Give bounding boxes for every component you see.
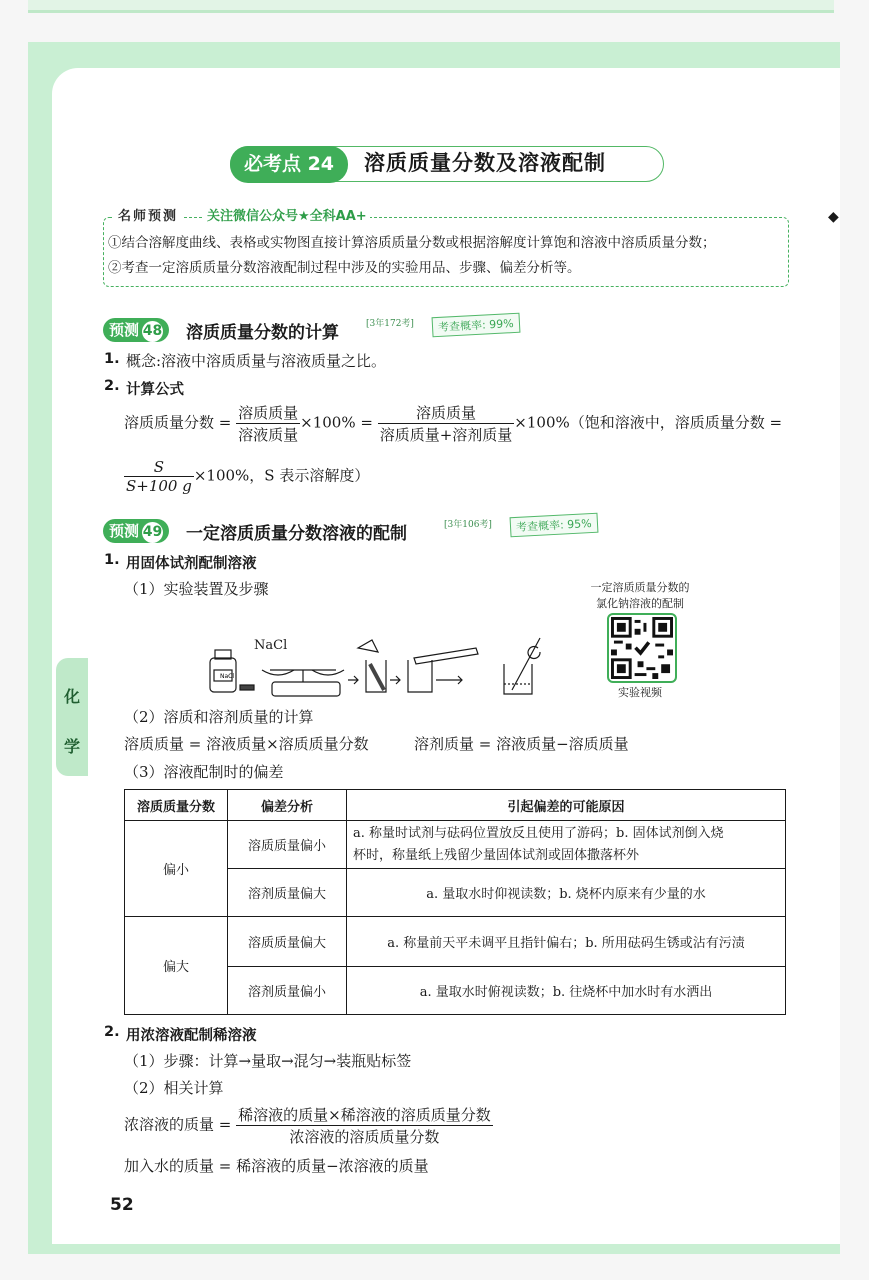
prediction-tag: 名师预测	[112, 205, 184, 224]
prediction-line-2: ②考查一定溶质质量分数溶液配制过程中涉及的实验用品、步骤、偏差分析等。	[108, 260, 581, 276]
margin-mark: ◆	[828, 209, 839, 225]
page-number: 52	[110, 1195, 134, 1215]
sub-2: （2）溶质和溶剂质量的计算	[124, 708, 314, 726]
section-49-note: [3年106考]	[444, 520, 492, 530]
sub-3: （3）溶液配制时的偏差	[124, 763, 284, 781]
item-49-1-label: 1.	[104, 552, 120, 568]
qr-caption-1: 一定溶质质量分数的	[590, 581, 690, 594]
fraction-dilution-den: 浓溶液的溶质质量分数	[289, 1128, 440, 1146]
prediction-line-1: ①结合溶解度曲线、表格或实物图直接计算溶质质量分数或根据溶解度计算饱和溶液中溶质质量分数；	[108, 235, 716, 251]
dilution-calc-heading: （2）相关计算	[124, 1079, 224, 1097]
deviation-table	[124, 789, 786, 1015]
table-cell: 溶剂质量偏小	[228, 967, 347, 1015]
fraction-2-den: 溶质质量+溶剂质量	[379, 426, 513, 444]
table-group-cell: 偏小	[125, 821, 228, 917]
beaker-2	[408, 660, 432, 692]
qr-code[interactable]	[607, 613, 677, 683]
side-tab-char-1: 化	[64, 687, 81, 706]
section-48-title: 溶质质量分数的计算	[186, 323, 339, 343]
item-49-2-text: 用浓溶液配制稀溶液	[126, 1028, 257, 1044]
formula-1	[124, 402, 782, 445]
calc-solute: 溶质质量 = 溶液质量×溶质质量分数	[124, 735, 369, 753]
fraction-3-num: S	[124, 458, 194, 477]
fraction-2-num: 溶质质量	[378, 402, 515, 424]
side-tab	[56, 658, 88, 776]
table-cell: a. 量取水时俯视读数；b. 往烧杯中加水时有水洒出	[347, 967, 786, 1015]
section-49-badge-label: 预测	[109, 522, 140, 540]
item-49-2-label: 2.	[104, 1024, 120, 1040]
graduated-cylinder	[414, 648, 478, 664]
sub-1: （1）实验装置及步骤	[124, 580, 269, 598]
item-2-label: 2.	[104, 378, 120, 394]
qr-caption-2: 氯化钠溶液的配制	[596, 597, 684, 610]
table-group-cell: 偏大	[125, 917, 228, 1015]
fraction-2	[378, 402, 515, 445]
section-48-note: [3年172考]	[366, 319, 414, 329]
calc-solvent: 溶剂质量 = 溶液质量−溶质质量	[414, 735, 629, 753]
section-48-badge-label: 预测	[109, 321, 140, 339]
table-header: 引起偏差的可能原因	[347, 790, 786, 821]
table-cell: 溶质质量偏小	[228, 821, 347, 869]
prediction-tag-extra: 关注微信公众号★全科AA+	[204, 205, 370, 224]
fraction-1-num: 溶质质量	[238, 404, 299, 422]
table-cell: 溶剂质量偏大	[228, 869, 347, 917]
side-tab-char-2: 学	[64, 737, 81, 756]
section-49-stamp: 考查概率: 95%	[510, 513, 599, 538]
table-header-row	[125, 790, 786, 821]
qr-caption	[572, 580, 708, 612]
qr-caption-3: 实验视频	[618, 686, 662, 699]
formula-tail: ×100%（饱和溶液中，溶质质量分数 =	[514, 413, 783, 432]
fraction-1	[236, 402, 300, 445]
formula-lhs: 溶质质量分数 =	[124, 413, 232, 432]
balance	[272, 682, 340, 696]
table-cell: 溶质质量偏大	[228, 917, 347, 967]
section-49-title: 一定溶质质量分数溶液的配制	[186, 524, 407, 544]
fraction-3	[124, 458, 194, 495]
section-49-number: 49	[142, 522, 163, 543]
formula-2	[124, 458, 369, 495]
item-49-1-text: 用固体试剂配制溶液	[126, 556, 257, 572]
fraction-1-den: 溶液质量	[238, 426, 299, 444]
table-row	[125, 917, 786, 967]
bottle-label: NaCl	[220, 673, 235, 680]
table-cell-line: 杯时，称量纸上残留少量固体试剂或固体撒落杯外	[353, 847, 640, 863]
item-1-text: 概念:溶液中溶质质量与溶液质量之比。	[126, 352, 387, 370]
section-48-badge	[103, 318, 169, 342]
dilution-steps: （1）步骤：计算→量取→混匀→装瓶贴标签	[124, 1052, 412, 1070]
nacl-label: NaCl	[254, 638, 288, 653]
table-cell-line: a. 称量时试剂与砝码位置放反且使用了游码；b. 固体试剂倒入烧	[353, 825, 724, 841]
table-cell: a. 量取水时仰视读数；b. 烧杯内原来有少量的水	[347, 869, 786, 917]
section-48-stamp: 考查概率: 99%	[432, 313, 521, 338]
qr-pattern	[611, 617, 673, 679]
page-title: 溶质质量分数及溶液配制	[364, 151, 606, 175]
fraction-dilution-num: 稀溶液的质量×稀溶液的溶质质量分数	[238, 1106, 491, 1124]
item-2-text: 计算公式	[126, 382, 184, 398]
table-header: 溶质质量分数	[125, 790, 228, 821]
formula-tail-2: ×100%，S 表示溶解度）	[193, 466, 370, 485]
section-49-badge	[103, 519, 169, 543]
table-header: 偏差分析	[228, 790, 347, 821]
formula-dilution	[124, 1104, 493, 1147]
formula-mid: ×100% =	[300, 413, 373, 432]
previous-page-edge	[28, 0, 834, 13]
water-mass-formula: 加入水的质量 = 稀溶液的质量−浓溶液的质量	[124, 1157, 429, 1175]
glass-rod	[512, 638, 540, 690]
item-1-label: 1.	[104, 351, 120, 367]
table-cell: a. 称量前天平未调平且指针偏右；b. 所用砝码生锈或沾有污渍	[347, 917, 786, 967]
table-row	[125, 821, 786, 869]
table-cell	[347, 821, 786, 869]
section-48-number: 48	[142, 321, 163, 342]
title-badge: 必考点 24	[230, 146, 348, 183]
fraction-3-den: S+100 g	[126, 477, 192, 495]
dilution-lhs: 浓溶液的质量 =	[124, 1115, 232, 1134]
fraction-dilution	[236, 1104, 493, 1147]
